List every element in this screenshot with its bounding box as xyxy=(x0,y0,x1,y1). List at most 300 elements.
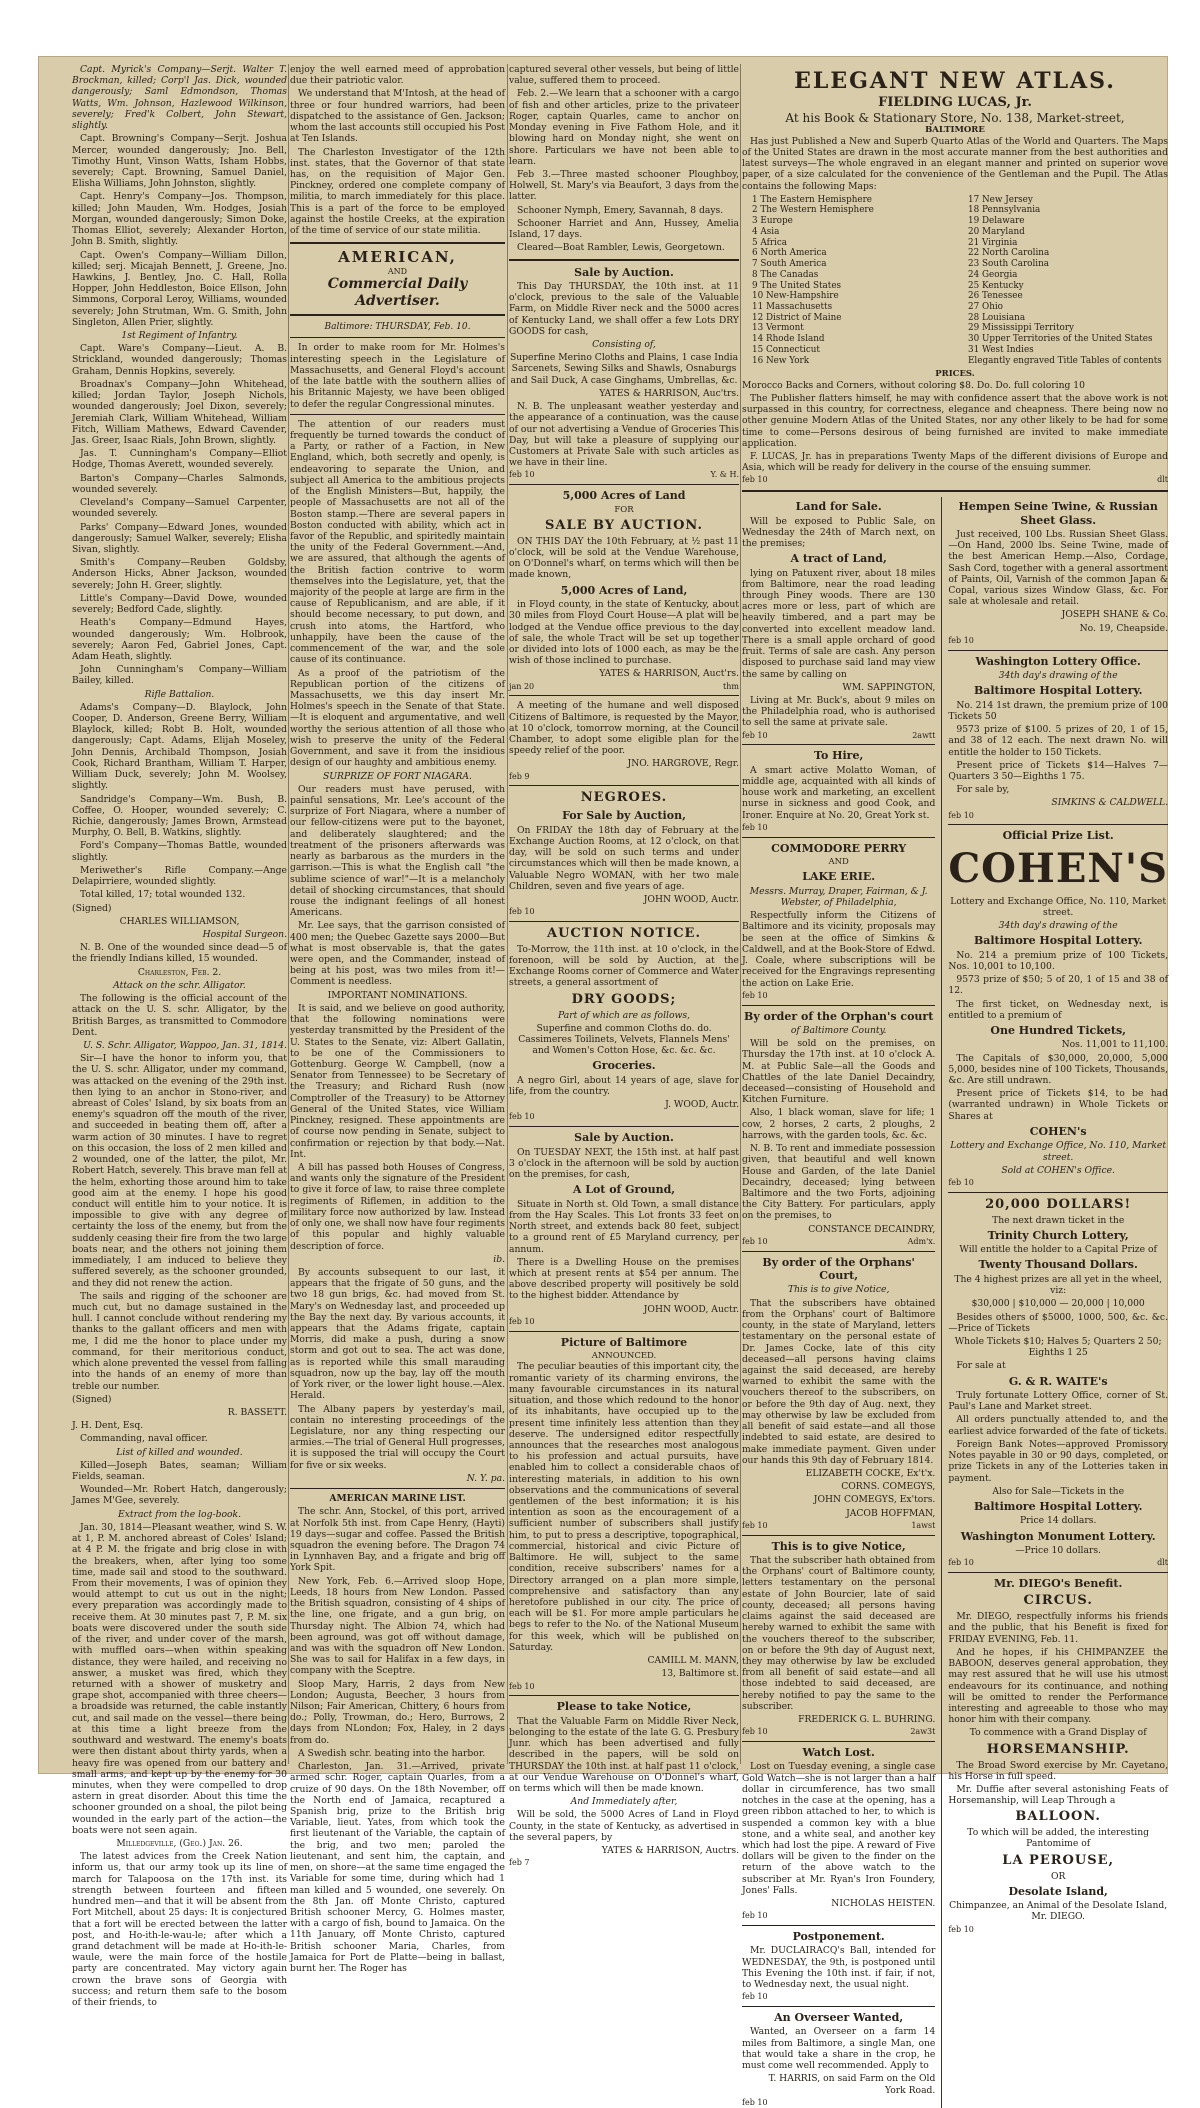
ad-tag: 2awtt xyxy=(912,730,936,740)
signature: CORNS. COMEGYS, xyxy=(841,1481,936,1493)
ad-footer xyxy=(742,475,1168,485)
list-item: 30 Upper Territories of the United States xyxy=(968,334,1153,345)
paragraph: We understand that M'Intosh, at the head of three or four hundred warriors, had been dispatched to the assistance of Gen. Jackson; whom the last accounts still occupied his Post at Ten Islands. xyxy=(290,88,505,145)
ad-footer xyxy=(742,1237,935,1247)
paragraph: A bill has passed both Houses of Congress, and wants only the signature of the President to give it force of law, to raise three complete regiments of Riflemen, in addition to the military force now authorized by law. Instead of only one, we shall now have four regiments of this popular and highly valuable description of force. xyxy=(290,1161,505,1252)
paragraph: Capt. Henry's Company—Jos. Thompson, killed; John Mauden, Wm. Hodges, Josiah Morgan, wounded dangerously; Simon Doke, Thomas Elliot, severely; Alexander Horton, John B. Smith, slightly. xyxy=(72,191,287,248)
list-item: 2 The Western Hemisphere xyxy=(752,205,874,216)
divider xyxy=(509,259,739,261)
divider xyxy=(742,1535,935,1536)
divider xyxy=(948,650,1168,651)
ad-heading: COHEN's xyxy=(1029,1124,1087,1138)
ad-footer xyxy=(742,1727,935,1737)
source-tag: N. Y. pa. xyxy=(466,1472,505,1484)
ad-heading: BALLOON. xyxy=(1015,1809,1101,1825)
section-heading: AMERICAN MARINE LIST. xyxy=(329,1493,466,1505)
ad-heading: 5,000 Acres of Land, xyxy=(560,583,688,597)
paragraph: Barton's Company—Charles Salmonds, wounded severely. xyxy=(72,472,287,495)
ad-heading: Postponement. xyxy=(792,1930,885,1944)
paragraph: That the Valuable Farm on Middle River Neck, belonging to the estate of the late G. G. Presbury Junr. which has been advertised and fully described in the papers, will be sold on THURSDAY the 10th inst. at half past 11 o'clock, at our Vendue Warehouse on O'Donnel's wharf, on terms which will then be made known. xyxy=(509,1715,739,1794)
paragraph: OR xyxy=(1050,1870,1066,1882)
atlas-prices-heading: PRICES. xyxy=(935,369,975,380)
list-item: 11 Massachusetts xyxy=(752,301,833,312)
paragraph: Little's Company—David Dowe, wounded severely; Bedford Cade, slightly. xyxy=(72,592,287,616)
ad-heading: NEGROES. xyxy=(580,790,668,806)
signature: ELIZABETH COCKE, Ex't'x. xyxy=(805,1467,936,1479)
paragraph: On FRIDAY the 18th day of February at the Exchange Auction Rooms, at 12 o'clock, on that day, will be sold on such terms and under circumstances which will then be made known, a Valuable Negro WOMAN, with her two male Children, seven and five years of age. xyxy=(509,824,739,892)
paragraph: This is to give Notice, xyxy=(787,1284,890,1296)
paragraph: Lottery and Exchange Office, No. 110, Market street. xyxy=(950,895,1167,918)
ad-date: feb 10 xyxy=(948,1177,974,1187)
paragraph: Consisting of, xyxy=(592,339,656,350)
paragraph: The Charleston Investigator of the 12th inst. states, that the Governor of that state has, on the requisition of Major Gen. Pinckney, ordered one complete company of militia, to march immediately for this place. This is a part of the force to be employed against the hostile Creeks, at the expiration of the time of service of our state militia. xyxy=(290,146,505,237)
column-4 xyxy=(742,64,1168,2107)
subheading: List of killed and wounded. xyxy=(116,1446,243,1458)
paragraph: enjoy the well earned meed of approbation due their patriotic valor. xyxy=(290,64,505,87)
paragraph: And he hopes, if his CHIMPANZEE the BABOON, deserves general approbation, they may rest assured that he will use his utmost endeavours for its continuance, and nothing will be omitted to render the Performance interesting and agreeable to those who may honor him with their company. xyxy=(948,1646,1168,1726)
ad-heading: Official Prize List. xyxy=(1002,829,1114,843)
section-heading: IMPORTANT NOMINATIONS. xyxy=(327,989,468,1001)
list-item: 16 New York xyxy=(752,355,810,366)
list-item: 14 Rhode Island xyxy=(752,334,825,345)
signature: NICHOLAS HEISTEN. xyxy=(831,1898,936,1910)
list-item: 31 West Indies xyxy=(968,344,1034,355)
paragraph: Schooner Harriet and Ann, Hussey, Amelia Island, 17 days. xyxy=(509,217,739,241)
paragraph: ON THIS DAY the 10th February, at ½ past 11 o'clock, will be sold at the Vendue Warehouse, on O'Donnel's wharf, on terms which will then be made known, xyxy=(509,535,740,581)
ad-date: feb 10 xyxy=(742,1992,768,2002)
ad-subheading: AND xyxy=(828,857,849,868)
paragraph: Capt. Browning's Company—Serjt. Joshua Mercer, wounded dangerously; Jno. Bell, Timothy Hunt, Vinson Watts, Isham Hobbs, severely; Capt. Browning, Samuel Daniel, Elisha Williams, John Johnston, slightly. xyxy=(72,133,287,190)
paragraph: This Day THURSDAY, the 10th inst. at 11 o'clock, previous to the sale of the Valuable Farm, on Middle River neck and the 5000 acres of Kentucky Land, we shall offer a few Lots DRY GOODS for cash, xyxy=(509,280,739,337)
paragraph: N. B. To rent and immediate possession given, that beautiful and well known House and Garden, of the late Daniel Decaindry, deceased; lying between Baltimore and the two Forts, adjoining the City Battery. For particulars, apply on the premises, to xyxy=(742,1143,936,1222)
paragraph: Meriwether's Rifle Company.—Ange Delapirriere, wounded slightly. xyxy=(72,864,287,888)
ad-date: feb 9 xyxy=(509,771,530,781)
signature: SIMKINS & CALDWELL. xyxy=(1051,797,1168,809)
paragraph: Nos. 11,001 to 11,100. xyxy=(1061,1039,1168,1051)
ad-heading: 20,000 DOLLARS! xyxy=(985,1196,1132,1212)
column-rule xyxy=(740,64,741,1764)
signed-label: (Signed) xyxy=(72,902,112,914)
list-item: 13 Vermont xyxy=(752,323,804,334)
map-list-right xyxy=(968,195,1168,367)
paragraph: Our readers must have perused, with painful sensations, Mr. Lee's account of the surprize of Fort Niagara, where a number of our fellow-citizens were put to the bayonet, and deliberately slaughtered; and the treatment of the prisoners afterwards was nearly as barbarous as the murders in the garrison.—This is what the English call "the sublime science of war!"—It is a melancholy detail of shocking circumstances, that should rouse the indignant feelings of all honest Americans. xyxy=(290,783,505,919)
ad-heading: Picture of Baltimore xyxy=(560,1335,688,1349)
paragraph: Will be sold, the 5000 Acres of Land in Floyd County, in the state of Kentucky, as advertised in the several papers, by xyxy=(509,1809,739,1843)
paragraph: Mr. Duffie after several astonishing Feats of Horsemanship, will Leap Through a xyxy=(948,1783,1168,1807)
ad-date: feb 10 xyxy=(742,1727,768,1737)
divider xyxy=(742,1005,935,1006)
signature: YATES & HARRISON, Auc'trs. xyxy=(599,387,739,399)
signature: T. HARRIS, on said Farm on the Old York Road. xyxy=(768,2073,936,2096)
ad-tag: thm xyxy=(723,681,739,691)
paragraph: 9573 prize of $100. 5 prizes of 20, 1 of 15, and 38 of 12 each. The next drawn No. will entitle the holder to 150 Tickets. xyxy=(948,724,1168,758)
ad-heading: CIRCUS. xyxy=(1023,1593,1093,1609)
paragraph: Cleveland's Company—Samuel Carpenter, wounded severely. xyxy=(72,497,287,520)
paragraph: Mr. DIEGO, respectfully informs his friends and the public, that his Benefit is fixed for FRIDAY EVENING, Feb. 11. xyxy=(948,1611,1168,1645)
subheading: Attack on the schr. Alligator. xyxy=(113,979,246,991)
item-list: Superfine Merino Cloths and Plains, 1 case India Sarcenets, Sewing Silks and Shawls, Osnaburgs and Sail Duck, A case Ginghams, Umbrellas, &c. xyxy=(509,352,739,386)
ad-heading: Twenty Thousand Dollars. xyxy=(978,1258,1138,1272)
paragraph: Living at Mr. Buck's, about 9 miles on the Philadelphia road, who is authorised to sell the same at private sale. xyxy=(742,695,936,729)
signature: CHARLES WILLIAMSON, xyxy=(119,915,240,927)
ad-tag: 2aw3t xyxy=(910,1727,936,1737)
paragraph: No. 214 a premium prize of 100 Tickets, Nos. 10,001 to 10,100. xyxy=(948,949,1168,972)
atlas-prices: Morocco Backs and Corners, without coloring $8. Do. Do. full coloring 10 xyxy=(742,379,1085,391)
signature-address: 13, Baltimore st. xyxy=(661,1668,739,1680)
ad-heading: A tract of Land, xyxy=(790,552,887,566)
paragraph: Price 14 dollars. xyxy=(1019,1515,1097,1527)
signature: JACOB HOFFMAN, xyxy=(846,1507,936,1519)
paragraph: The Broad Sword exercise by Mr. Cayetano, his Horse in full speed. xyxy=(948,1759,1168,1782)
signature: JNO. HARGROVE, Regr. xyxy=(627,758,739,770)
list-item: 29 Mississippi Territory xyxy=(968,323,1074,334)
divider xyxy=(742,2006,935,2007)
divider xyxy=(948,1192,1168,1193)
source-tag: ib. xyxy=(493,1253,505,1265)
paragraph: Jas. T. Cunningham's Company—Elliot Hodge, Thomas Averett, wounded severely. xyxy=(72,448,287,471)
divider xyxy=(290,1488,505,1489)
paragraph: N. B. One of the wounded since dead—5 of the friendly Indians killed, 15 wounded. xyxy=(72,942,287,965)
ad-heading: COMMODORE PERRY xyxy=(771,841,907,855)
signature: CONSTANCE DECAINDRY, xyxy=(808,1223,936,1235)
ad-subheading: ANNOUNCED. xyxy=(591,1351,657,1362)
ad-columns xyxy=(742,497,1168,2107)
paragraph: Present price of Tickets $14—Halves 7—Quarters 3 50—Eighths 1 75. xyxy=(948,759,1168,782)
list-item: 28 Louisiana xyxy=(968,312,1026,323)
list-item: 17 New Jersey xyxy=(968,194,1033,205)
list-item: 24 Georgia xyxy=(968,269,1018,280)
paragraph: Jan. 30, 1814—Pleasant weather, wind S. W. at 1, P. M. anchored abreast of Coles' Island; at 4 P. M. the frigate and brig close in with the breakers, when, after lying too some time, made sail and stood to the southward. From their movements, I was of opinion they would attempt to cut us out in the night; every preparation was accordingly made to receive them. At 30 minutes past 7, P. M. six boats were discovered under the south side of the river, and under cover of the marsh, with muffled oars—when within speaking distance, they were hailed, and receiving no answer, a musket was fired, which they returned with a shower of musketry and grape shot, accompanied with three cheers—a broadside was returned, the cable instantly cut, and sail made on the vessel—there being at this time a light breeze from the southward and westward. The enemy's boats were then distant about thirty yards, when a heavy fire was opened from our battery and small arms, and kept up by the enemy for 30 minutes, when they were compelled to drop astern in great disorder. About this time the schooner grounded on a shoal, the pilot being wounded in the early part of the action—the boats were not seen again. xyxy=(72,1521,287,1836)
list-item: 9 The United States xyxy=(752,280,842,291)
list-item: 5 Africa xyxy=(752,237,788,248)
price-list: Whole Tickets $10; Halves 5; Quarters 2 50; Eighths 1 25 xyxy=(954,1335,1162,1359)
ad-heading: Please to take Notice, xyxy=(556,1700,692,1714)
map-list-left xyxy=(752,195,952,367)
paragraph: Also for Sale—Tickets in the xyxy=(992,1485,1125,1497)
paragraph: And Immediately after, xyxy=(570,1796,678,1808)
divider xyxy=(509,921,739,922)
ad-date: feb 10 xyxy=(742,1520,768,1530)
paragraph: Wanted, an Overseer on a farm 14 miles from Baltimore, a single Man, one that would take a share in the crop, he must come well recommended. Apply to xyxy=(742,2026,936,2072)
ad-heading: Trinity Church Lottery, xyxy=(987,1228,1129,1242)
paragraph: Also, 1 black woman, slave for life; 1 cow, 2 horses, 2 carts, 2 ploughs, 2 harrows, with the garden tools, &c. &c. xyxy=(742,1107,936,1141)
paragraph: To commence with a Grand Display of xyxy=(969,1727,1147,1739)
divider xyxy=(290,414,505,415)
ad-date: jan 20 xyxy=(509,681,535,691)
paragraph: John Cunningham's Company—William Bailey, killed. xyxy=(72,664,287,687)
paragraph: Wounded—Mr. Robert Hatch, dangerously; James M'Gee, severely. xyxy=(72,1484,287,1507)
list-item: 26 Tenessee xyxy=(968,291,1023,302)
paragraph: Sandridge's Company—Wm. Bush, B. Coffee, O. Hooper, wounded severely; C. Richie, dangerously; James Brown, Armstead Murphy, O. Bell, B. Watkins, slightly. xyxy=(72,793,287,839)
paragraph: captured several other vessels, but being of little value, suffered them to proceed. xyxy=(509,64,739,87)
paragraph: Messrs. Murray, Draper, Fairman, & J. Webster, of Philadelphia, xyxy=(749,885,928,909)
paragraph: F. LUCAS, Jr. has in preparations Twenty Maps of the different divisions of Europe and Asia, which will be ready for delivery in the course of the ensuing summer. xyxy=(742,450,1168,474)
paragraph: Mr. Lee says, that the garrison consisted of 400 men; the Quebec Gazette says 2000—But what is most observable is, that the gates were open, and the Commander, instead of being at his post, was two miles from it!—Comment is needless. xyxy=(290,920,505,988)
ad-footer xyxy=(509,682,739,692)
paragraph: Situate in North st. Old Town, a small distance from the Hay Scales. This Lot fronts 33 feet on North street, and extends back 80 feet, subject to a ground rent of £5 Maryland currency, per annum. xyxy=(509,1198,739,1255)
ad-heading: One Hundred Tickets, xyxy=(990,1023,1126,1037)
ad-subheading: FOR xyxy=(614,504,634,515)
ad-tag: 1awst xyxy=(911,1520,936,1530)
paragraph: Respectfully inform the Citizens of Baltimore and its vicinity, proposals may be seen at the office of Simkins & Caldwell, and at the Book-Store of Edwd. J. Coale, where subscriptions will be received for the Engravings representing the action on Lake Erie. xyxy=(742,910,936,989)
paragraph: To-Morrow, the 11th inst. at 10 o'clock, in the forenoon, will be sold by Auction, at the Exchange Rooms corner of Commerce and Water streets, a general assortment of xyxy=(509,943,739,989)
paragraph: Charleston, Jan. 31.—Arrived, private armed schr. Roger, captain Quarles, from a cruize of 90 days. On the 18th November, off the North end of Jamaica, recaptured a Spanish brig, prize to the British brig Variable, lieut. Yates, from which took the first lieutenant of the Variable, the captain of the brig, and two men; paroled the lieutenant, and sent him, the captain, and men, on shore—at the same time engaged the Variable for some time, during which had 1 man killed and 5 wounded, one severely. On the 8th Jan. off Monte Christo, captured British schooner Mercy, G. Holmes master, with a cargo of fish, bound to Jamaica. On the 11th January, off Monte Christo, captured British schooner Maria, Charles, from Jamaica for Port de Platte—being in ballast, burnt her. The Roger has xyxy=(290,1761,505,1975)
paragraph: 9573 prize of $50; 5 of 20, 1 of 15 and 38 of 12. xyxy=(948,974,1168,997)
paragraph: Killed—Joseph Bates, seaman; William Fields, seaman. xyxy=(72,1459,287,1483)
subheading: Extract from the log-book. xyxy=(117,1508,242,1520)
signature: R. BASSETT. xyxy=(227,1406,287,1418)
ad-date: feb 10 xyxy=(509,1681,535,1691)
ad-heading: An Overseer Wanted, xyxy=(774,2011,904,2025)
signature: FREDERICK G. L. BUHRING. xyxy=(798,1714,936,1726)
paragraph: Capt. Owen's Company—William Dillon, killed; serj. Micajah Bennett, J. Greene, Jno. Hawkins, J. Bentley, Jno. C. Hall, Rolla Hopper, John Heddleston, Boice Ellson, John Simmons, Corporal Leroy, Williams, wounded severely; John Strutman, Wm. G. Smith, John Singleton, Allen Prier, slightly. xyxy=(72,249,287,328)
paragraph: All orders punctually attended to, and the earliest advice forwarded of the fate of tickets. xyxy=(948,1414,1168,1437)
ad-heading: Desolate Island, xyxy=(1008,1884,1108,1898)
paragraph: There is a Dwelling House on the premises which at present rents at $54 per annum. The above described property will positively be sold to the highest bidder. Attendance by xyxy=(509,1256,739,1302)
paragraph: Schooner Nymph, Emery, Savannah, 8 days. xyxy=(517,204,724,216)
paragraph: Foreign Bank Notes—approved Promissory Notes payable in 30 or 90 days, completed, or prize Tickets in any of the Lotteries taken in payment. xyxy=(948,1438,1168,1484)
list-item: 15 Connecticut xyxy=(752,344,820,355)
list-item: 18 Pennsylvania xyxy=(968,205,1041,216)
list-item: 27 Ohio xyxy=(968,301,1003,312)
paragraph: Lost on Tuesday evening, a single case Gold Watch—she is not larger than a half dollar in circumference, has two small notches in the case at the opening, has a green ribbon attached to her, to which is suspended a common key with a blue stone, and a white seal, and another key which had lost the pipe. A reward of Five dollars will be given to the finder on the return of the above watch to the subscriber at Mr. Ryan's Iron Foundery, Jones' Falls. xyxy=(742,1761,936,1896)
list-item: 23 South Carolina xyxy=(968,259,1049,270)
list-item: 12 District of Maine xyxy=(752,312,842,323)
ad-heading: AUCTION NOTICE. xyxy=(546,925,701,941)
paragraph: By accounts subsequent to our last, it appears that the frigate of 50 guns, and the two 18 gun brigs, &c. had moved from St. Mary's on Wednesday last, and proceeded up the Bay the next day. By various accounts, it appears that the Adams frigate, captain Morris, did make a push, during a snow storm and got out to sea. The act was done, as is reported while this small marauding squadron, now up the bay, lay off the mouth of York river, or the lower light house.—Alex. Herald. xyxy=(290,1266,505,1402)
paragraph: Will be exposed to Public Sale, on Wednesday the 24th of March next, on the premises; xyxy=(742,515,936,549)
prize-list: $30,000 | $10,000 — 20,000 | 10,000 xyxy=(971,1298,1145,1310)
ad-heading: Sale by Auction. xyxy=(574,265,674,279)
ad-tag: dlt xyxy=(1157,1558,1168,1568)
divider xyxy=(509,695,739,696)
divider xyxy=(742,1251,935,1252)
list-item: 6 North America xyxy=(752,248,827,259)
paragraph: New York, Feb. 6.—Arrived sloop Hope, Leeds, 18 hours from New London. Passed the British squadron, consisting of 4 ships of the line, one frigate, and a gun brig, on Thursday night. The Albion 74, which had been aground, was got off without damage, and was with the squadron off New London. She was to sail for Halifax in a few days, in company with the Sceptre. xyxy=(290,1575,505,1677)
ad-date: feb 7 xyxy=(509,1858,530,1868)
divider xyxy=(509,1126,739,1127)
paragraph: N. B. The unpleasant weather yesterday and the appearance of a continuation, was the cause of our not advertising a Vendue of Groceries This Day, but will take a pleasure of supplying our Customers at Private Sale with such articles as we have in their line. xyxy=(509,401,739,469)
column-rule xyxy=(507,64,508,1764)
atlas-map-list xyxy=(752,195,1168,367)
signature: JOHN WOOD, Auctr. xyxy=(643,893,739,905)
divider xyxy=(742,1741,935,1742)
paragraph: Feb. 2.—We learn that a schooner with a cargo of fish and other articles, prize to the privateer Roger, captain Quarles, came to anchor on Monday evening in Five Fathom Hole, and it blowing hard on Monday night, she went on shore. Particulars we have not been able to learn. xyxy=(509,88,739,167)
ad-date: feb 10 xyxy=(742,822,768,832)
list-item: 7 South America xyxy=(752,259,827,270)
ad-date: feb 10 xyxy=(509,1316,535,1326)
paragraph: Present price of Tickets $14, to be had (warranted undrawn) in Whole Tickets or Shares at xyxy=(948,1088,1168,1122)
paragraph: Cleared—Boat Rambler, Lewis, Georgetown. xyxy=(517,242,725,254)
signature: JOHN WOOD, Auctr. xyxy=(643,1303,739,1315)
ad-heading: This is to give Notice, xyxy=(771,1539,906,1553)
list-item: 4 Asia xyxy=(752,226,780,237)
ad-date: feb 10 xyxy=(742,730,768,740)
paragraph: That the subscriber hath obtained from the Orphans' court of Baltimore county, letters testamentary on the personal estate of John Bourcier, late of said county, deceased; all persons having claims against the said deceased are hereby warned to exhibit the same with the vouchers thereof to the subscriber, on or before the 9th day of August next, they may otherwise by law be excluded from all benefit of said estate—and all those indebted to said deceased, are hereby notified to pay the same to the subscriber. xyxy=(742,1554,936,1712)
paragraph: For sale by, xyxy=(956,784,1010,796)
signature: JOSEPH SHANE & Co. xyxy=(1061,609,1168,621)
ad-date: feb 10 xyxy=(742,2097,768,2107)
subheading: 1st Regiment of Infantry. xyxy=(121,330,238,342)
divider xyxy=(742,490,1168,492)
paragraph: J. H. Dent, Esq. xyxy=(72,1420,144,1432)
divider xyxy=(290,337,505,338)
list-item: 8 The Canadas xyxy=(752,269,819,280)
list-item: Elegantly engraved Title Tables of contents xyxy=(968,355,1162,366)
paragraph: Will entitle the holder to a Capital Prize of xyxy=(959,1244,1157,1256)
paragraph: Feb 3.—Three masted schooner Ploughboy, Holwell, St. Mary's via Beaufort, 3 days from the latter. xyxy=(509,168,739,203)
paragraph: Mr. DUCLAIRACQ's Ball, intended for WEDNESDAY, the 9th, is postponed until This Evening the 10th inst. if fair, if not, to Wednesday next, the usual night. xyxy=(742,1945,936,1991)
ad-heading: LAKE ERIE. xyxy=(802,870,876,884)
column-rule xyxy=(288,64,289,1764)
list-item: 22 North Carolina xyxy=(968,248,1050,259)
paragraph: The first ticket, on Wednesday next, is entitled to a premium of xyxy=(948,998,1168,1021)
paragraph: 34th day's drawing of the xyxy=(998,920,1118,932)
paragraph: The attention of our readers must frequently be turned towards the conduct of a Party, or rather of a Faction, in New England, which, both secretly and openly, is endeavoring to separate the Union, and subject all America to the ambitious projects of the English Ministers—But, happily, the people of Massachusetts are not all of the Boston stamp.—There are several papers in Boston conducted with ability, which act in favor of the Republic, and spiritedly maintain the unity of the Federal Government.—And, we are assured, that although the agents of the British faction contrive to worm themselves into the Legislature, yet, that the majority of the people at large are firm in the cause of Republicanism, and are able, if it should become necessary, to put down, and crush into atoms, the Hartford, who unhappily, have been the cause of the commencement of the war, and the sole cause of its continuance. xyxy=(290,418,505,666)
divider xyxy=(509,484,739,485)
ad-date: feb 10 xyxy=(509,907,535,917)
paragraph: That the subscribers have obtained from the Orphans' court of Baltimore county, in the state of Maryland, letters testamentary on the personal estate of Dr. James Cocke, late of this city deceased—all persons having claims against the said deceased, are hereby warned to exhibit the same with the vouchers thereof to the subscribers, on or before the 9th day of Aug. next, they may otherwise by law be excluded from all benefit of said estate—and all those indebted to said estate, are desired to make immediate payment. Given under our hands this 9th day of February 1814. xyxy=(742,1297,936,1466)
masthead-title: AMERICAN, xyxy=(338,248,457,267)
ad-footer xyxy=(742,731,935,741)
paragraph: For sale at xyxy=(956,1360,1006,1372)
paragraph: Chimpanzee, an Animal of the Desolate Island, Mr. DIEGO. xyxy=(949,1900,1168,1923)
paragraph: The peculiar beauties of this important city, the romantic variety of its charming environs, the many favourable circumstances in its natural situation, and those which redound to the honor of its inhabitants, have occupied up to the present time infinitely less attention than they deserve. The undersigned editor respectfully announces that the researches most analogous to his profession and actual pursuits, have enabled him to collect a considerable chaos of interesting materials, in addition to his own observations and the communications of several gentlemen of the best information; it is his intention as soon as the encouragement of a sufficient number of subscribers shall justify him, to put to press a descriptive, topographical, commercial, historical and civic Picture of Baltimore. He will, subject to the same condition, receive subscribers' names for a Directory arranged on a plan more simple, comprehensive and satisfactory than any heretofore published in our city. The price of each will be $1. For more ample particulars he begs to refer to the No. of the National Museum for this week, which will be published on Saturday. xyxy=(509,1361,739,1653)
atlas-city: BALTIMORE xyxy=(925,125,985,136)
ad-heading: Mr. DIEGO's Benefit. xyxy=(994,1576,1123,1590)
list-item: 1 The Eastern Hemisphere xyxy=(752,194,872,205)
masthead-and: AND xyxy=(387,266,408,276)
ad-footer xyxy=(509,470,739,480)
paragraph: Sir—I have the honor to inform you, that the U. S. schr. Alligator, under my command, was attacked on the evening of the 29th inst. then lying to an anchor in Stono-river, and abreast of Coles' Island, by six boats from an enemy's squadron off the mouth of the river, and succeeded in beating them off, after a warm action of 30 minutes. I have to regret on this occasion, the loss of 2 men killed and 2 wounded, one of the latter, the pilot, Mr. Robert Hatch, severely. This brave man fell at the helm, exhorting those around him to take good aim at the enemy. I hope his good conduct will entitle him to your notice. It is impossible to give with any degree of certainty the loss of the enemy, but from the suddenly ceasing their fire from the two large boats near, and the others not joining them immediately, I am induced to believe they suffered severely, as the schooner grounded, and they did not renew the action. xyxy=(72,1053,287,1289)
ad-date: feb 10 xyxy=(509,1112,535,1122)
paragraph: Sloop Mary, Harris, 2 days from New London; Augusta, Beecher, 3 hours from Nilson; Fair American, Chittery, 6 hours from do.; Polly, Trowman, do.; Hero, Burrows, 2 days from NLondon; Fox, Haley, in 2 days from do. xyxy=(290,1678,505,1746)
ad-heading: Sale by Auction. xyxy=(574,1131,674,1145)
masthead-subtitle: Commercial Daily Advertiser. xyxy=(327,276,468,310)
ad-date: feb 10 xyxy=(742,1911,768,1921)
paragraph: The 4 highest prizes are all yet in the wheel, viz: xyxy=(954,1273,1163,1297)
ad-heading: By order of the Orphan's court xyxy=(744,1009,934,1023)
signature: YATES & HARRISON, Auct'rs. xyxy=(599,668,739,680)
paragraph: Just received, 100 Lbs. Russian Sheet Glass.—On Hand, 2000 lbs. Seine Twine, made of the best American Hemp.—Also, Cordage, Sash Cord, together with a general assortment of Paints, Oil, Varnish of the common Japan & Copal, various sizes Window Glass, &c. For sale at wholesale and retail. xyxy=(948,528,1168,608)
divider xyxy=(742,744,935,745)
paragraph: The latest advices from the Creek Nation inform us, that our army took up its line of march for Talapoosa on the 17th inst. its strength between fourteen and fifteen hundred men—and that it will be absent from Fort Mitchell, about 25 days: It is conjectured that a fort will be erected between the latter post, and Ho-ith-le-wau-le; after which a grand detachment will be made at Ho-ith-le-waule, were the main force of the hostile party are concentrated. May victory again crown the brave sons of Georgia with success; and return them safe to the bosom of their friends, to xyxy=(72,1851,287,2009)
paragraph: A meeting of the humane and well disposed Citizens of Baltimore, is requested by the Mayor, at 10 o'clock, tomorrow morning, at the Council Chamber, to adopt some eligible plan for the speedy relief of the poor. xyxy=(509,700,739,757)
paragraph: Ford's Company—Thomas Battle, wounded slightly. xyxy=(72,840,287,863)
ad-heading: G. & R. WAITE's xyxy=(1008,1374,1108,1388)
paragraph: No. 214 1st drawn, the premium prize of 100 Tickets 50 xyxy=(948,699,1168,722)
ad-heading: HORSEMANSHIP. xyxy=(986,1741,1130,1757)
ad-date: feb 10 xyxy=(948,635,974,645)
ad-heading: Washington Monument Lottery. xyxy=(960,1529,1156,1543)
paragraph: On TUESDAY NEXT, the 15th inst. at half past 3 o'clock in the afternoon will be sold by auction on the premises, for cash, xyxy=(509,1146,739,1181)
dateline: Baltimore: THURSDAY, Feb. 10. xyxy=(324,322,471,333)
paragraph: As a proof of the patriotism of the Republican portion of the citizens of Massachusetts, we this day insert Mr. Holmes's speech in the Senate of that State.—It is eloquent and argumentative, and well worthy the serious attention of all those who wish to preserve the unity of the Federal Government, and save it from the insidious design of our haughty and ambitious enemy. xyxy=(290,667,505,769)
paragraph: Part of which are as follows, xyxy=(558,1009,690,1021)
divider xyxy=(948,1572,1168,1573)
paragraph: in Floyd county, in the state of Kentucky, about 30 miles from Floyd Court House—A plat will be lodged at the Vendue office previous to the day of sale, the whole Tract will be set up together or divided into lots of 1000 each, as may be the wish of those inclined to purchase. xyxy=(509,599,739,667)
ad-date: feb 10 xyxy=(742,990,768,1000)
dateline: Charleston, Feb. 2. xyxy=(137,966,222,978)
paragraph: The Albany papers by yesterday's mail, contain no interesting proceedings of the Legislature, nor any thing respecting our armies.—The trial of General Hull progresses, it is supposed the trial will occupy the Court for five or six weeks. xyxy=(290,1403,505,1471)
ad-heading: Washington Lottery Office. xyxy=(975,654,1141,668)
paragraph: 34th day's drawing of the xyxy=(998,670,1118,682)
divider xyxy=(742,1925,935,1926)
atlas-address: At his Book & Stationary Store, No. 138, Market-street, xyxy=(785,110,1125,125)
paragraph: Lottery and Exchange Office, No. 110, Market street. xyxy=(950,1140,1167,1163)
ad-date: feb 10 xyxy=(948,1924,974,1934)
list-item: 19 Delaware xyxy=(968,216,1025,227)
ad-footer xyxy=(742,1521,935,1531)
signature: CAMILL M. MANN, xyxy=(647,1655,739,1667)
paragraph: Total killed, 17; total wounded 132. xyxy=(80,889,246,901)
cohens-logo: COHEN'S xyxy=(948,844,1168,892)
paragraph: Adams's Company—D. Blaylock, John Cooper, D. Anderson, Greene Berry, William Blaylock, killed; Robt B. Holt, wounded dangerously; Capt. Adams, Elijah Moseley, John Dennis, Archibald Thompson, Josiah Cook, Richard Brantham, William T. Harper, William Duck, severely; John M. Woolsey, slightly. xyxy=(72,701,287,792)
paragraph: Commanding, naval officer. xyxy=(80,1433,208,1445)
atlas-title: ELEGANT NEW ATLAS. xyxy=(794,68,1116,94)
list-item: 10 New-Hampshire xyxy=(752,291,839,302)
signature: WM. SAPPINGTON, xyxy=(842,681,936,693)
ad-heading: Baltimore Hospital Lottery. xyxy=(973,1499,1143,1513)
ad-date: feb 10 xyxy=(948,1558,974,1568)
paragraph: In order to make room for Mr. Holmes's interesting speech in the Legislature of Massachusetts, and General Floyd's account of the late battle with the southern allies of his Britannic Majesty, we have been obliged to defer the regular Congressional minutes. xyxy=(290,342,505,410)
paragraph: The sails and rigging of the schooner are much cut, but no damage sustained in the hull. I cannot conclude without rendering my thanks to the gallant officers and men with me, I did me the honor to place under my command, for their meritorious conduct, which alone prevented the vessel from falling into the hands of an enemy of more than treble our number. xyxy=(72,1290,287,1392)
dateline: Milledgeville, (Geo.) Jan. 26. xyxy=(116,1838,243,1850)
ad-tag: Adm'x. xyxy=(907,1236,936,1246)
ad-subcolumn-left xyxy=(742,497,942,2107)
paragraph: Sold at COHEN's Office. xyxy=(1001,1164,1115,1176)
signature: J. WOOD, Auctr. xyxy=(665,1099,739,1111)
divider xyxy=(509,785,739,786)
subheading: Rifle Battalion. xyxy=(144,688,215,700)
ad-date: feb 10 xyxy=(509,470,535,480)
signature: JOHN COMEGYS, Ex'tors. xyxy=(813,1494,936,1506)
divider xyxy=(509,1695,739,1696)
section-heading: SURPRIZE OF FORT NIAGARA. xyxy=(323,770,472,782)
ad-heading: To Hire, xyxy=(814,749,864,763)
ad-heading: Hempen Seine Twine, & Russian Sheet Glass. xyxy=(958,500,1158,527)
newspaper-page xyxy=(38,56,1168,2107)
paragraph: Will be sold on the premises, on Thursday the 17th inst. at 10 o'clock A. M. at Public Sale—all the Goods and Chattles of the late Daniel Decaindry, deceased—consisting of Household and Kitchen Furniture. xyxy=(742,1038,936,1106)
column-3 xyxy=(509,64,740,1868)
signature-address: No. 19, Cheapside. xyxy=(1079,622,1168,634)
paragraph: It is said, and we believe on good authority, that the following nominations were yesterday transmitted by the President of the U. States to the Senate, viz: Albert Gallatin, to be one of the Commissioners to Gottenburg. George W. Campbell, (now a Senator from Tennessee) to be Secretary of the Treasury; and Richard Rush (now Comptroller of the Treasury) to be Attorney General of the United States, vice William Pinckney, resigned. These appointments are of course now pending in Senate, subject to confirmation or rejection by that body.—Nat. Int. xyxy=(290,1002,505,1160)
list-item: 20 Maryland xyxy=(968,226,1025,237)
dateline: U. S. Schr. Alligator, Wappoo, Jan. 31, 1814. xyxy=(83,1039,287,1051)
column-2 xyxy=(290,64,505,1975)
divider xyxy=(742,837,935,838)
ad-heading: DRY GOODS; xyxy=(571,991,677,1007)
paragraph: Smith's Company—Reuben Goldsby, Anderson Hicks, Abner Jackson, wounded severely; John H. Greer, slightly. xyxy=(72,557,287,591)
paragraph: The next drawn ticket in the xyxy=(992,1214,1125,1226)
signature-title: Hospital Surgeon. xyxy=(202,928,287,940)
masthead xyxy=(290,242,505,316)
ad-tag: Y. & H. xyxy=(710,470,739,480)
ad-heading: Land for Sale. xyxy=(795,500,882,514)
ad-heading: Watch Lost. xyxy=(802,1746,875,1760)
paragraph: A negro Girl, about 14 years of age, slave for life, from the country. xyxy=(509,1074,739,1098)
paragraph: Truly fortunate Lottery Office, corner of St. Paul's Lane and Market street. xyxy=(948,1390,1168,1413)
paragraph: Capt. Ware's Company—Lieut. A. B. Strickland, wounded dangerously; Thomas Graham, Dennis Hopkins, severely. xyxy=(72,343,287,377)
ad-heading: LA PEROUSE, xyxy=(1002,1852,1115,1868)
paragraph: lying on Patuxent river, about 18 miles from Baltimore, near the road leading through Piney woods. There are 130 acres more or less, part of which are heavily timbered, and a part may be converted into excellent meadow land. There is a small apple orchard of good fruit. Terms of sale are cash. Any person disposed to purchase said land may view the same by calling on xyxy=(742,567,936,680)
ad-heading: Baltimore Hospital Lottery. xyxy=(973,684,1143,698)
ad-heading: Groceries. xyxy=(592,1059,656,1073)
signed-label: (Signed) xyxy=(72,1393,112,1405)
paragraph: Besides others of $5000, 1000, 500, &c. &c.—Price of Tickets xyxy=(948,1311,1168,1334)
paragraph: —Price 10 dollars. xyxy=(1015,1545,1101,1556)
ad-footer xyxy=(948,1558,1168,1568)
